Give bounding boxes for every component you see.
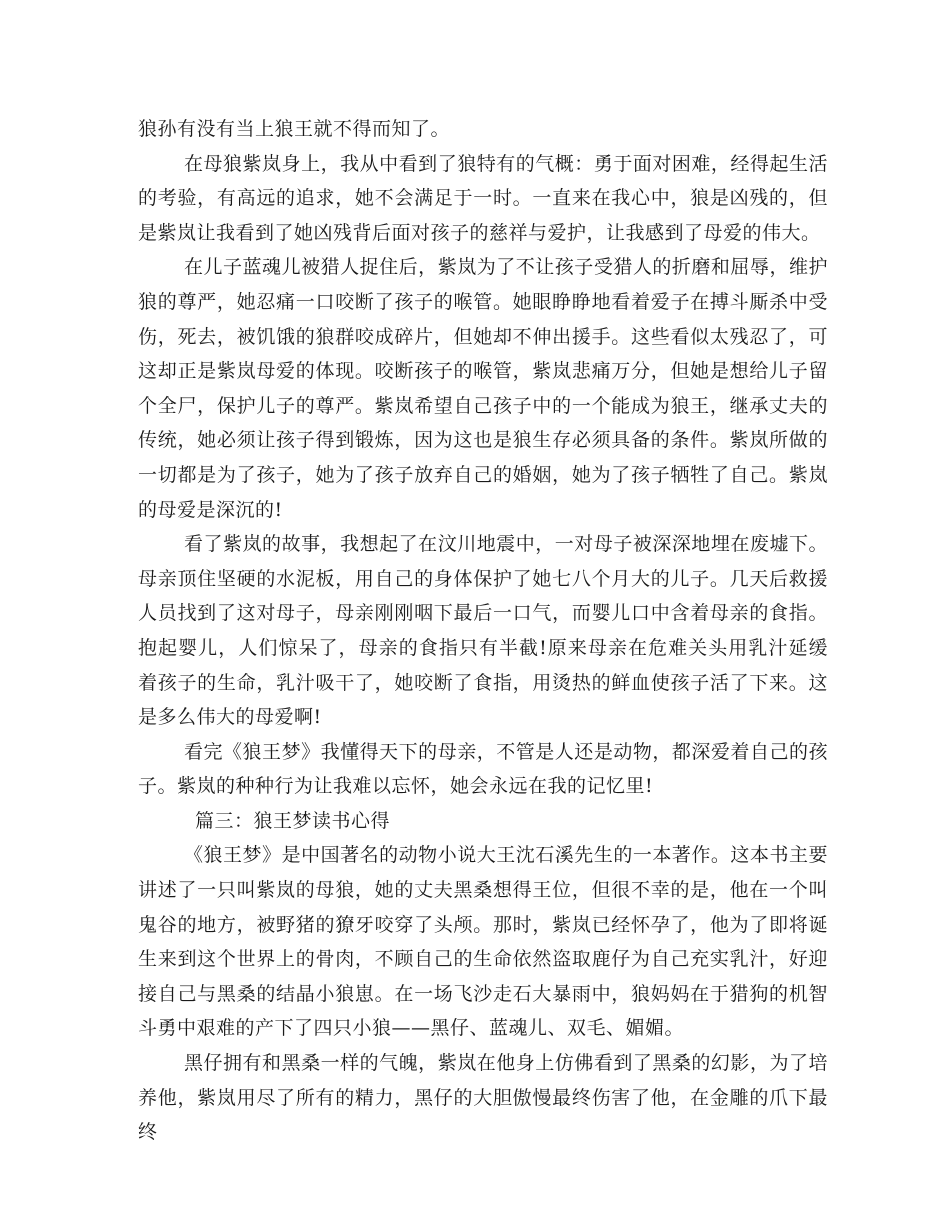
paragraph-conclusion: 看完《狼王梦》我懂得天下的母亲，不管是人还是动物，都深爱着自己的孩子。紫岚的种种行为让我难以忘怀，她会永远在我的记忆里! — [138, 740, 828, 798]
paragraph-book-summary: 《狼王梦》是中国著名的动物小说大王沈石溪先生的一本著作。这本书主要讲述了一只叫紫岚的母狼，她的丈夫黑桑想得王位，但很不幸的是，他在一个叫鬼谷的地方，被野猪的獠牙咬穿了头颅。那时，紫岚已经怀孕了，他为了即将诞生来到这个世界上的骨肉，不顾自己的生命依然盗取鹿仔为自己充实乳汁，好迎接自己与黑桑的结晶小狼崽。在一场飞沙走石大暴雨中，狼妈妈在于猎狗的机智斗勇中艰难的产下了四只小狼——黑仔、蓝魂儿、双毛、媚媚。 — [138, 844, 828, 1040]
paragraph-lanhuner-captured: 在儿子蓝魂儿被猎人捉住后，紫岚为了不让孩子受猎人的折磨和屈辱，维护狼的尊严，她忍痛一口咬断了孩子的喉管。她眼睁睁地看着爱子在搏斗厮杀中受伤，死去，被饥饿的狼群咬成碎片，但她却不伸出援手。这些看似太残忍了，可这却正是紫岚母爱的体现。咬断孩子的喉管，紫岚悲痛万分，但她是想给儿子留个全尸，保护儿子的尊严。紫岚希望自己孩子中的一个能成为狼王，继承丈夫的传统，她必须让孩子得到锻炼，因为这也是狼生存必须具备的条件。紫岚所做的一切都是为了孩子，她为了孩子放弃自己的婚姻，她为了孩子牺牲了自己。紫岚的母爱是深沉的! — [138, 256, 828, 521]
document-body — [138, 112, 828, 1150]
paragraph-mother-wolf-spirit: 在母狼紫岚身上，我从中看到了狼特有的气概：勇于面对困难，经得起生活的考验，有高远的追求，她不会满足于一时。一直来在我心中，狼是凶残的，但是紫岚让我看到了她凶残背后面对孩子的慈祥与爱护，让我感到了母爱的伟大。 — [138, 152, 828, 244]
paragraph-continuation: 狼孙有没有当上狼王就不得而知了。 — [138, 118, 451, 140]
paragraph-heizai: 黑仔拥有和黑桑一样的气魄，紫岚在他身上仿佛看到了黑桑的幻影，为了培养他，紫岚用尽了所有的精力，黑仔的大胆傲慢最终伤害了他，在金雕的爪下最终 — [138, 1052, 828, 1144]
paragraph-wenchuan-earthquake: 看了紫岚的故事，我想起了在汶川地震中，一对母子被深深地埋在废墟下。母亲顶住坚硬的水泥板，用自己的身体保护了她七八个月大的儿子。几天后救援人员找到了这对母子，母亲刚刚咽下最后一口气，而婴儿口中含着母亲的食指。抱起婴儿，人们惊呆了，母亲的食指只有半截!原来母亲在危难关头用乳汁延缓着孩子的生命，乳汁吸干了，她咬断了食指，用烫热的鲜血使孩子活了下来。这是多么伟大的母爱啊! — [138, 533, 828, 729]
section-heading: 篇三：狼王梦读书心得 — [195, 809, 391, 832]
